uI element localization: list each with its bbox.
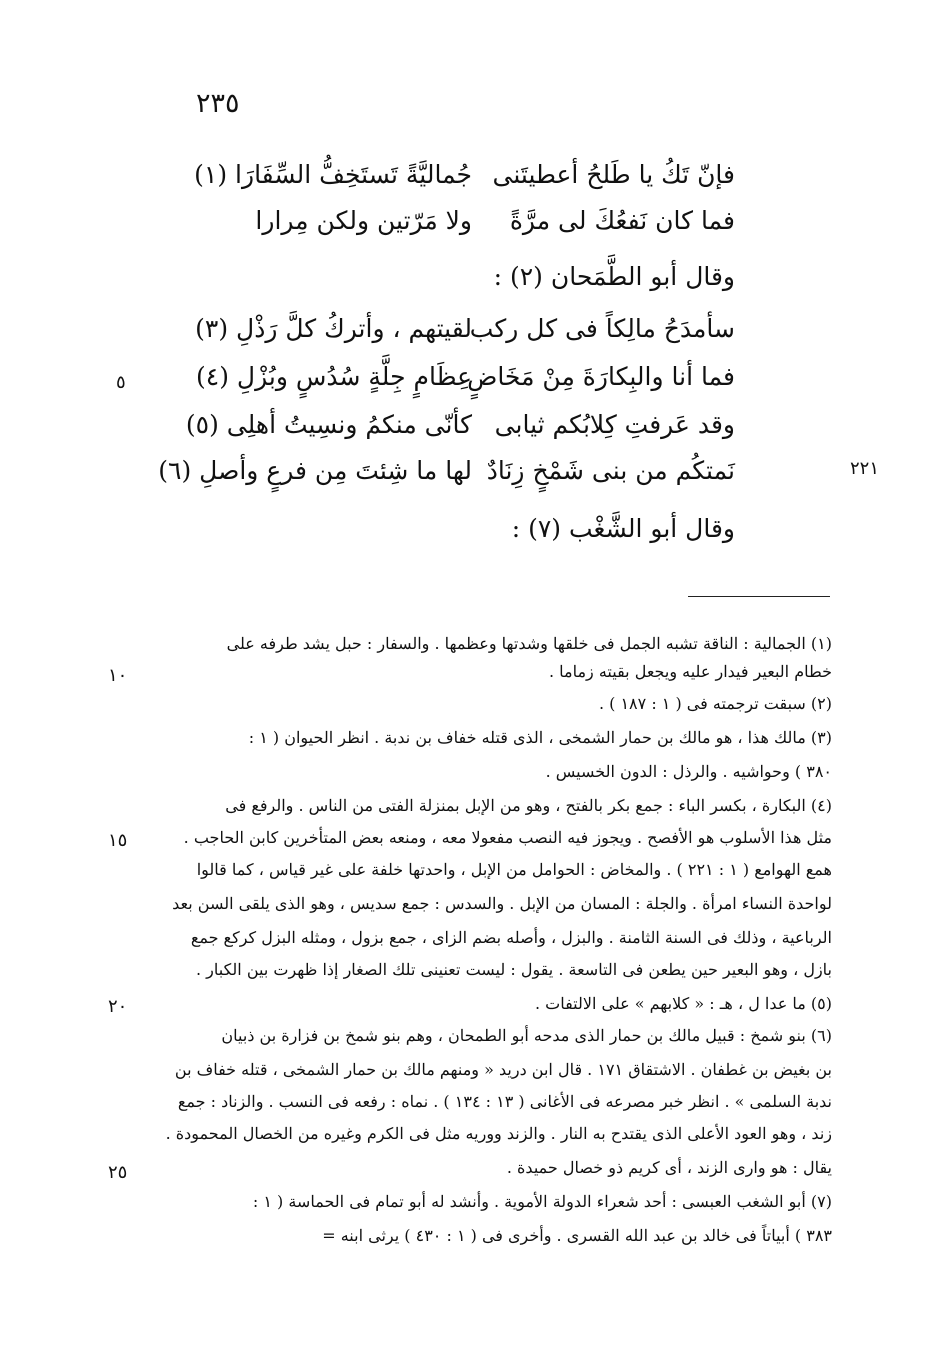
footnote-line: لواحدة النساء امرأة . والجلة : المسان من الإبل . والسدس : جمع سديس ، وهو الذى يلقى السن بعد xyxy=(172,894,832,913)
footnote-line: الرباعية ، وذلك فى السنة الثامنة . والبزل ، وأصله بضم الزاى ، جمع بزول ، ومثله البزل كركع جمع xyxy=(190,928,832,947)
footnote-line: (٦) بنو شمخ : قبيل مالك بن حمار الذى مدحه أبو الطمحان ، وهم بنو شمخ بن فزارة بن ذبيان xyxy=(221,1026,832,1045)
footnote-line: (٥) ما عدا ل ، هـ : « كلابهم » على الالتفات . xyxy=(534,994,832,1013)
verse-hemistich-right: فما كان نَفعُكَ لى مرَّةً xyxy=(509,206,735,235)
line-number: ١٠ xyxy=(108,665,128,686)
verse-hemistich-right: نَمتكُم من بنى شَمْخٍ زِنَادٌ xyxy=(486,456,735,485)
verse-hemistich-right: وقد عَرفتِ كِلابُكم ثيابى xyxy=(494,410,735,439)
footnote-line: زند ، وهو العود الأعلى الذى يقتدح به النار . والزند ووريه مثل فى الكرم وغيره من الخصال المحمودة . xyxy=(165,1124,832,1143)
verse-hemistich-right: فإنّ تَكُ يا طَلحُ أعطيتَنى xyxy=(492,160,735,189)
footnote-line: يقال : هو وارى الزند ، أى كريم ذو خصال حميدة . xyxy=(506,1158,832,1177)
footnote-line: بازل ، وهو البعير حين يطعن فى التاسعة . يقول : ليست تعنينى تلك الصغار إذا ظهرت بين الكبار . xyxy=(195,960,832,979)
poem-intro: وقال أبو الشَّغْب (٧) : xyxy=(511,514,735,543)
page-number: ٢٣٥ xyxy=(196,88,240,119)
footnote-line: (٧) أبو الشغب العبسى : أحد شعراء الدولة الأموية . وأنشد له أبو تمام فى الحماسة ( ١ : xyxy=(252,1192,832,1211)
verse-hemistich-left: كأنّى منكمُ ونسِيتُ أهلِى (٥) xyxy=(185,410,472,439)
verse-hemistich-left: لها ما شِئتَ مِن فرعٍ وأصلِ (٦) xyxy=(158,456,472,485)
verse-hemistich-left: ولا مَرّتين ولكن مِرارا xyxy=(255,206,472,235)
footnote-separator xyxy=(688,596,830,597)
footnote-line: ٣٨٣ ) أبياتاً فى خالد بن عبد الله القسرى . وأخرى فى ( ١ : ٤٣٠ ) يرثى ابنه = xyxy=(322,1226,832,1245)
footnote-line: مثل هذا الأسلوب هو الأفصح . ويجوز فيه النصب مفعولا معه ، ومنعه بعض المتأخرين كابن الحاجب . xyxy=(183,828,832,847)
poem-intro: وقال أبو الطَّمَحان (٢) : xyxy=(493,262,735,291)
footnote-line: (٤) البكارة ، بكسر الباء : جمع بكر بالفتح ، وهو من الإبل بمنزلة الفتى من الناس . والرفع فى xyxy=(225,796,832,815)
footnote-line: (٣) مالك هذا ، هو مالك بن حمار الشمخى ، الذى قتله خفاف بن ندبة . انظر الحيوان ( ١ : xyxy=(248,728,832,747)
verse-hemistich-right: فما أنا والبِكارَةَ مِنْ مَخَاضٍ xyxy=(467,362,735,391)
verse-hemistich-left: لقيتهم ، وأتركُ كلَّ رَذْلِ (٣) xyxy=(195,314,472,343)
footnote-line: همع الهوامع ( ١ : ٢٢١ ) . والمخاض : الحوامل من الإبل ، واحدتها خلفة على غير قياس ، كما قالوا xyxy=(196,860,832,879)
line-number: ٢٥ xyxy=(108,1162,128,1183)
footnote-line: ٣٨٠ ) وحواشيه . والرذل : الدون الخسيس . xyxy=(545,762,832,781)
line-number: ١٥ xyxy=(108,830,128,851)
footnote-line: خطام البعير فيدار عليه ويجعل بقيته زماما . xyxy=(548,662,832,681)
verse-hemistich-left: عِظَامٍ جِلَّةٍ سُدُسٍ وبُزْلِ (٤) xyxy=(196,362,472,391)
footnote-line: (٢) سبقت ترجمته فى ( ١ : ١٨٧ ) . xyxy=(598,694,832,713)
margin-reference-number: ٢٢١ xyxy=(850,458,880,479)
verse-hemistich-left: جُماليَّةً تَستَخِفُّ السِّفَارَا (١) xyxy=(194,160,472,189)
verse-hemistich-right: سأمدَحُ مالِكاً فى كل ركب xyxy=(469,314,735,343)
line-number: ٥ xyxy=(116,372,126,393)
line-number: ٢٠ xyxy=(108,996,128,1017)
footnote-line: بن بغيض بن غطفان . الاشتقاق ١٧١ . قال ابن دريد « ومنهم مالك بن حمار الشمخى ، قتله خفاف بن xyxy=(174,1060,832,1079)
footnote-line: (١) الجمالية : الناقة تشبه الجمل فى خلقها وشدتها وعظمها . والسفار : حبل يشد طرفه على xyxy=(226,634,832,653)
footnote-line: ندبة السلمى » . انظر خبر مصرعه فى الأغانى ( ١٣ : ١٣٤ ) . نماه : رفعه فى النسب . والزناد : جمع xyxy=(177,1092,832,1111)
